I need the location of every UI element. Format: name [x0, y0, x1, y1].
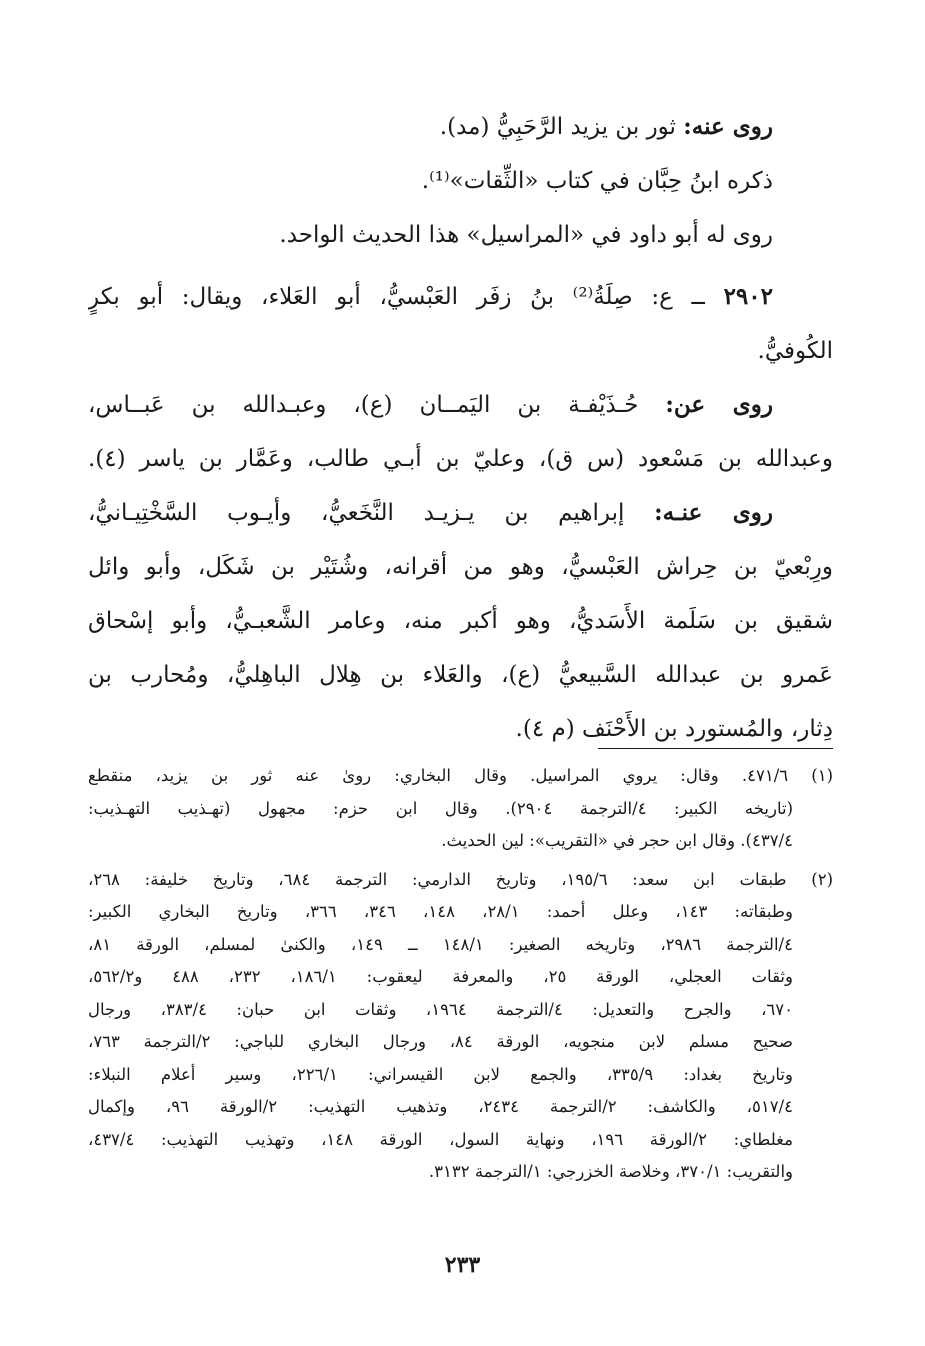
footnote-line: صحيح مسلم لابن منجويه، الورقة ٨٤، ورجال البخاري للباجي: ٢/الترجمة ٧٦٣، [88, 1032, 793, 1051]
footnote-line: (تاريخه الكبير: ٤/الترجمة ٢٩٠٤). وقال ابن حزم: مجهول (تهـذيب التهـذيب: [88, 798, 794, 818]
footnote-divider [598, 748, 833, 749]
footnote-line: ٦٧٠، والجرح والتعديل: ٤/الترجمة ١٩٦٤، وثقات ابن حبان: ٣٨٣/٤، ورجال [88, 999, 793, 1019]
narrated-from-label: روى عن: [665, 391, 773, 418]
text-line: وعبدالله بن مَسْعود (س ق)، وعليّ بن أبـي طالب، وعَمَّار بن ياسر (٤). [88, 446, 833, 472]
footnote-line: (٢) طبقات ابن سعد: ١٩٥/٦، وتاريخ الدارمي: الترجمة ٦٨٤، وتاريخ خليفة: ٢٦٨، [88, 869, 833, 889]
entry-number: ٢٩٠٢ [723, 283, 773, 310]
footnote-line: ٤٣٧/٤). وقال ابن حجر في «التقريب»: لين الحديث. [441, 831, 793, 850]
footnote-line: مغلطاي: ٢/الورقة ١٩٦، ونهاية السول، الورقة ١٤٨، وتهذيب التهذيب: ٤٣٧/٤، [88, 1129, 793, 1149]
text-line: الكُوفيُّ. [757, 338, 833, 364]
main-text [88, 100, 833, 756]
entry-heading-line: ٢٩٠٢ ــ ع: صِلَةُ⁽²⁾ بنُ زفَر العَبْسيُّ، أبو العَلاء، ويقال: أبو بكرٍ [88, 283, 773, 310]
page-number: ٢٣٣ [444, 1252, 481, 1278]
narrators-from-him-label: روى عنـه: [654, 499, 773, 526]
biography-entry [88, 270, 833, 756]
text-line: شقيق بن سَلَمة الأَسَديُّ، وهو أكبر منه، وعامر الشَّعبـيُّ، وأبو إسْحاق [88, 608, 833, 634]
footnote-line: ٥١٧/٤، والكاشف: ٢/الترجمة ٢٤٣٤، وتذهيب التهذيب: ٢/الورقة ٩٦، وإكمال [88, 1097, 793, 1116]
narrators-from-him-label: روى عنه: [683, 113, 773, 140]
footnote-2 [88, 864, 833, 1189]
footnotes [88, 760, 833, 1189]
text-line: ذكره ابنُ حِبَّان في كتاب «الثِّقات»⁽¹⁾. [421, 168, 773, 194]
footnote-line: ٤/الترجمة ٢٩٨٦، وتاريخه الصغير: ١٤٨/١ ــ ١٤٩، والكنىٰ لمسلم، الورقة ٨١، [88, 934, 793, 954]
text-line: روى عنـه: إبراهيم بن يـزيـد النَّخَعيُّ، وأيـوب السَّخْتِيـانيُّ، [88, 499, 773, 526]
text-line: روى عن: حُـذَيْفـة بن اليَمــان (ع)، وعبـدالله بن عَبــاس، [88, 391, 773, 418]
text-line: روى عنه: ثور بن يزيد الرَّحَبِيُّ (مد). [439, 113, 773, 140]
text-line: روى له أبو داود في «المراسيل» هذا الحديث الواحد. [279, 222, 773, 248]
footnote-line: وثقات العجلي، الورقة ٢٥، والمعرفة ليعقوب: ١٨٦/١، ٢٣٢، ٤٨٨ و٥٦٢/٢، [88, 967, 793, 986]
footnote-line: وطبقاته: ١٤٣، وعلل أحمد: ٢٨/١، ١٤٨، ٣٤٦، ٣٦٦، وتاريخ البخاري الكبير: [88, 902, 793, 921]
footnote-line: وتاريخ بغداد: ٣٣٥/٩، والجمع لابن القيسراني: ٢٢٦/١، وسير أعلام النبلاء: [88, 1064, 793, 1084]
text-line: دِثار، والمُستورد بن الأَحْنَف (م ٤). [515, 716, 833, 742]
footnote-line: والتقريب: ٣٧٠/١، وخلاصة الخزرجي: ١/الترجمة ٣١٣٢. [428, 1162, 793, 1181]
footnote-1 [88, 760, 833, 858]
footnote-line: (١) ٤٧١/٦. وقال: يروي المراسيل. وقال البخاري: روىٰ عنه ثور بن يزيد، منقطع [88, 766, 833, 785]
text-line: عَمرو بن عبدالله السَّبيعيُّ (ع)، والعَلاء بن هِلال الباهِليُّ، ومُحارب بن [88, 662, 833, 688]
text-line: ورِبْعيّ بن حِراش العَبْسيُّ، وهو من أقرانه، وشُتَيْر بن شَكَل، وأبو وائل [88, 554, 833, 580]
